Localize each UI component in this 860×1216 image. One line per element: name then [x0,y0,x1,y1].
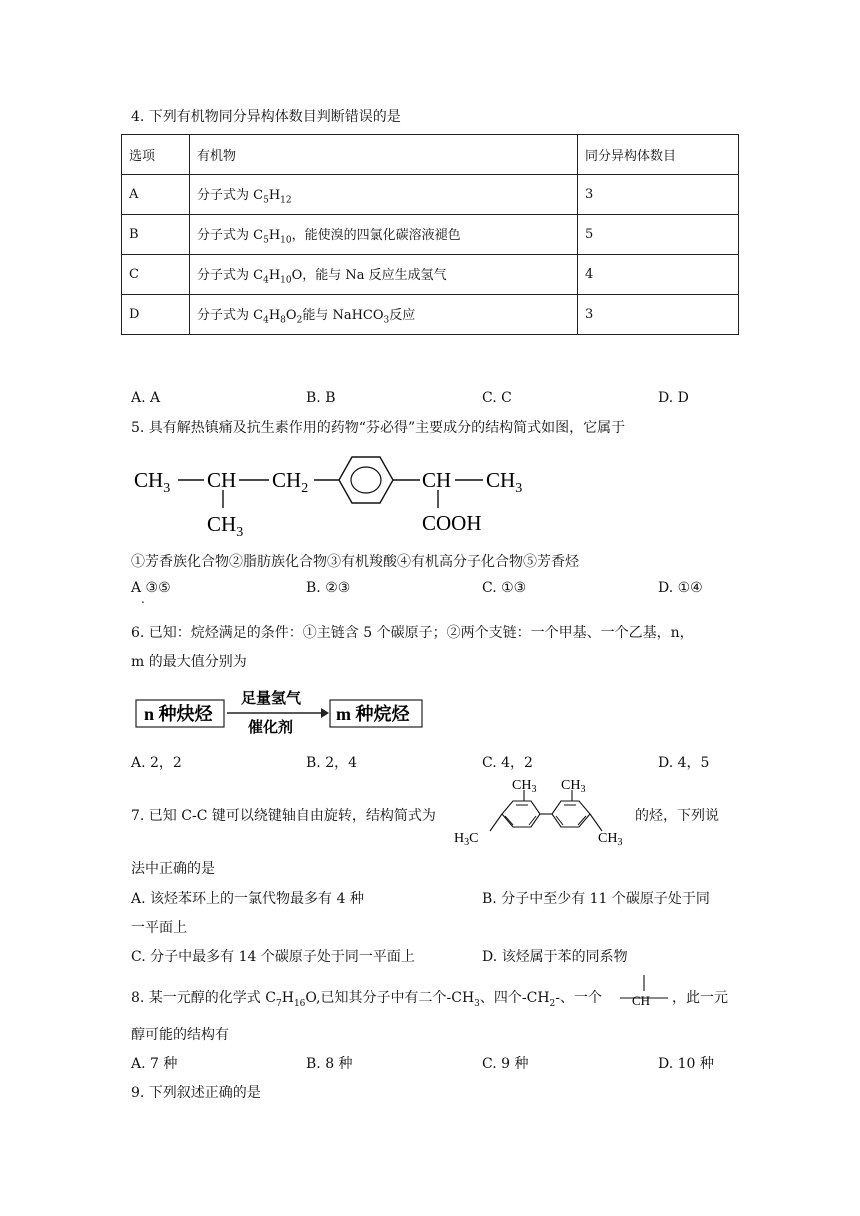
double-bond [505,816,513,825]
q5-option-d[interactable]: D. ①④ [658,580,703,596]
table-row [122,295,739,335]
q5-option-a[interactable]: A ③⑤ [131,580,171,596]
reaction-scheme [135,683,425,735]
q7-option-a[interactable]: A. 该烃苯环上的一氯代物最多有 4 种 [131,891,364,907]
q7-option-d[interactable]: D. 该烃属于苯的同系物 [482,949,628,965]
q7-stem-b: 的烃，下列说 [635,808,719,824]
row-count: 5 [578,215,739,255]
q8-stem-end: ，此一元 [672,990,728,1006]
q4-stem: 4. 下列有机物同分异构体数目判断错误的是 [131,109,401,125]
cooh-label: COOH [422,511,482,535]
q6-stem-line2: m 的最大值分别为 [131,654,247,670]
aromatic-circle [351,467,381,493]
q8-stem-line2: 醇可能的结构有 [131,1027,229,1043]
row-option: C [122,255,190,295]
ch3-label: $CH_3$ [561,778,586,795]
q8-option-d[interactable]: D. 10 种 [658,1056,714,1072]
ibuprofen-structure [128,446,538,540]
q4-option-b[interactable]: B. B [306,390,336,406]
q8-stem: 8. 某一元醇的化学式 $C_7H_{16}O$,已知其分子中有二个$-CH_3$、四个$-CH_2-$、一个 [131,990,603,1009]
row-option: B [122,215,190,255]
methine-group [618,973,670,1009]
isomer-table [121,134,739,335]
catalyst-label: 催化剂 [248,720,294,735]
q6-option-c[interactable]: C. 4，2 [482,755,533,771]
row-compound: 分子式为 $C_4H_{10}O$，能与 Na 反应生成氢气 [190,255,578,295]
table-row [122,215,739,255]
q7-option-b-continued: 一平面上 [131,920,187,936]
ch3-bottom-label: $CH_3$ [207,512,244,540]
row-count: 3 [578,175,739,215]
q4-option-a[interactable]: A. A [131,390,161,406]
ch-label: CH [632,993,651,1008]
row-compound: 分子式为 $C_5H_{12}$ [190,175,578,215]
q6-option-d[interactable]: D. 4，5 [658,755,710,771]
ch3-left-label: $CH_3$ [134,468,171,496]
row-option: A [122,175,190,215]
ch3-right-label: $CH_3$ [486,468,523,496]
header-count: 同分异构体数目 [578,135,739,175]
reagent-label: 足量氢气 [241,691,302,707]
methyl-bond [590,814,602,831]
q8-option-a[interactable]: A. 7 种 [131,1056,178,1072]
row-count: 3 [578,295,739,335]
row-count: 4 [578,255,739,295]
q8-option-c[interactable]: C. 9 种 [482,1056,529,1072]
q7-stem-a: 7. 已知 C-C 键可以绕键轴自由旋转，结构简式为 [131,808,436,824]
q5-dot: . [141,592,145,606]
product-label: m 种烷烃 [336,704,410,724]
dimethylbiphenyl-structure [452,776,632,848]
benzene-ring [339,457,393,503]
q5-option-c[interactable]: C. ①③ [482,580,527,596]
arrow-head [321,708,329,718]
q4-option-d[interactable]: D. D [658,390,689,406]
q8-option-b[interactable]: B. 8 种 [306,1056,353,1072]
q5-option-b[interactable]: B. ②③ [306,580,351,596]
header-option: 选项 [122,135,190,175]
q6-option-b[interactable]: B. 2，4 [306,755,358,771]
q9-stem: 9. 下列叙述正确的是 [131,1085,261,1101]
ch3-label: $CH_3$ [512,778,537,795]
q5-choices-line: ①芳香族化合物②脂肪族化合物③有机羧酸④有机高分子化合物⑤芳香烃 [131,554,579,570]
q6-stem-line1: 6. 已知：烷烃满足的条件：①主链含 5 个碳原子；②两个支链：一个甲基、一个乙基，n， [131,625,694,641]
ch2-label: $CH_2$ [272,468,309,496]
table-header-row [122,135,739,175]
q7-option-c[interactable]: C. 分子中最多有 14 个碳原子处于同一平面上 [131,949,415,965]
h3c-label: $H_3C$ [454,831,479,848]
header-compound: 有机物 [190,135,578,175]
row-compound: 分子式为 $C_4H_8O_2$能与 NaHCO$_3$反应 [190,295,578,335]
ch3-label: $CH_3$ [598,831,623,848]
q7-option-b[interactable]: B. 分子中至少有 11 个碳原子处于同 [482,891,710,907]
row-option: D [122,295,190,335]
row-compound: 分子式为 $C_5H_{10}$，能使溴的四氯化碳溶液褪色 [190,215,578,255]
table-row [122,175,739,215]
ch-label: CH [207,468,237,492]
methyl-bond [490,814,502,831]
table-row [122,255,739,295]
q4-option-c[interactable]: C. C [482,390,512,406]
ch-right-label: CH [422,468,452,492]
q6-option-a[interactable]: A. 2，2 [131,755,182,771]
q5-stem: 5. 具有解热镇痛及抗生素作用的药物“芬必得”主要成分的结构简式如图，它属于 [131,420,626,436]
q7-stem-line2: 法中正确的是 [131,861,215,877]
reactant-label: n 种炔烃 [144,704,213,724]
